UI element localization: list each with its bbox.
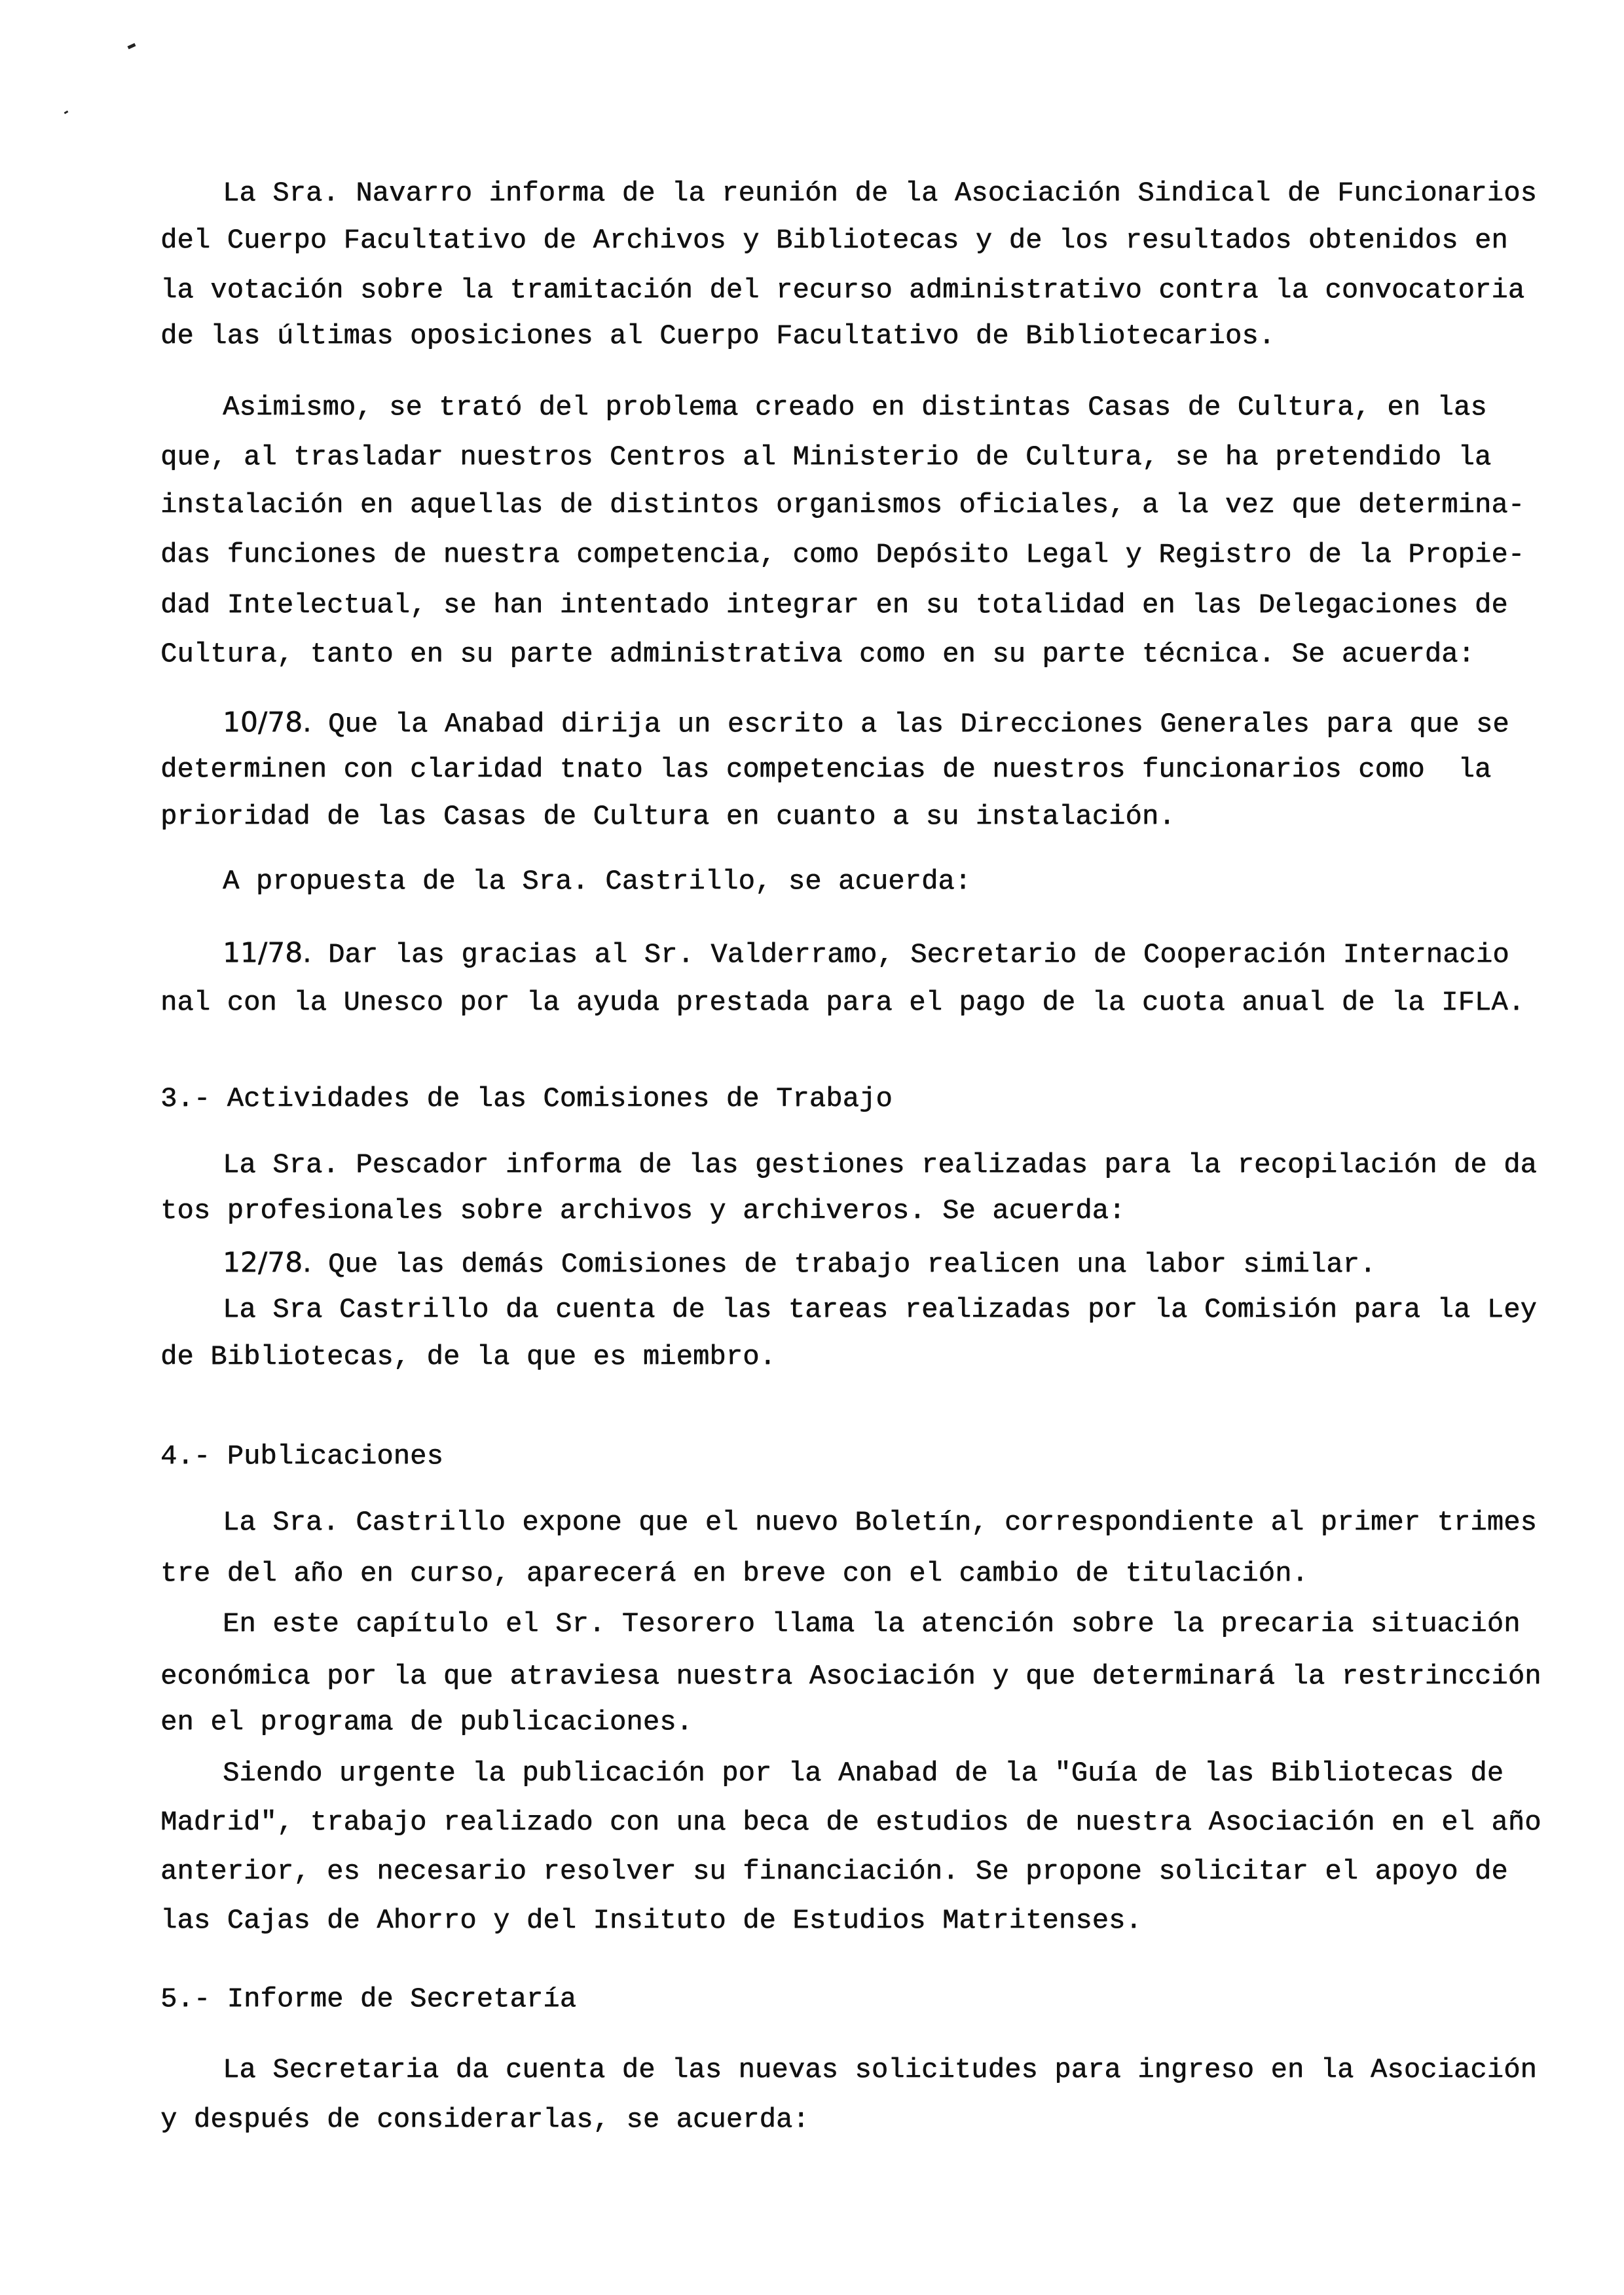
paragraph-line: la votación sobre la tramitación del recurso administrativo contra la convocatoria: [160, 274, 1525, 306]
section-heading-3: 3.- Actividades de las Comisiones de Trabajo: [160, 1083, 893, 1114]
resolution-number: 10/78.: [223, 706, 312, 738]
paragraph-line: La Sra. Castrillo expone que el nuevo Boletín, correspondiente al primer trimes: [223, 1507, 1537, 1538]
resolution-text: Que la Anabad dirija un escrito a las Direcciones Generales para que se: [311, 708, 1509, 740]
paragraph-line: tre del año en curso, aparecerá en breve con el cambio de titulación.: [160, 1558, 1308, 1589]
paragraph-line: dad Intelectual, se han intentado integrar en su totalidad en las Delegaciones de: [160, 589, 1508, 621]
paragraph-line: que, al trasladar nuestros Centros al Ministerio de Cultura, se ha pretendido la: [160, 441, 1492, 473]
resolution-number: 11/78.: [223, 936, 312, 968]
paragraph-line: determinen con claridad tnato las competencias de nuestros funcionarios como la: [160, 754, 1492, 785]
paragraph-line: La Secretaria da cuenta de las nuevas solicitudes para ingreso en la Asociación: [223, 2054, 1537, 2085]
paragraph-line: Asimismo, se trató del problema creado en distintas Casas de Cultura, en las: [223, 392, 1487, 423]
resolution-11-78: [223, 936, 1509, 969]
paragraph-line: En este capítulo el Sr. Tesorero llama la atención sobre la precaria situación: [223, 1608, 1521, 1640]
paragraph-line: las Cajas de Ahorro y del Insituto de Estudios Matritenses.: [160, 1905, 1142, 1936]
resolution-text: Que las demás Comisiones de trabajo realicen una labor similar.: [311, 1249, 1376, 1280]
paragraph-line: das funciones de nuestra competencia, como Depósito Legal y Registro de la Propie-: [160, 539, 1525, 570]
resolution-12-78: [223, 1246, 1376, 1279]
paragraph-line: de Bibliotecas, de la que es miembro.: [160, 1341, 776, 1372]
paragraph-line: Siendo urgente la publicación por la Anabad de la "Guía de las Bibliotecas de: [223, 1757, 1504, 1789]
section-heading-5: 5.- Informe de Secretaría: [160, 1983, 577, 2015]
paragraph-line: y después de considerarlas, se acuerda:: [160, 2104, 809, 2135]
paragraph-line: económica por la que atraviesa nuestra Asociación y que determinará la restrincción: [160, 1661, 1541, 1692]
paragraph-line: prioridad de las Casas de Cultura en cuanto a su instalación.: [160, 801, 1175, 832]
paragraph-line: La Sra. Navarro informa de la reunión de la Asociación Sindical de Funcionarios: [223, 177, 1537, 209]
scan-mark: [128, 43, 136, 50]
paragraph-line: nal con la Unesco por la ayuda prestada para el pago de la cuota anual de la IFLA.: [160, 987, 1525, 1018]
paragraph-line: A propuesta de la Sra. Castrillo, se acuerda:: [223, 866, 972, 897]
paragraph-line: en el programa de publicaciones.: [160, 1706, 693, 1738]
resolution-number: 12/78.: [223, 1246, 312, 1278]
resolution-text: Dar las gracias al Sr. Valderramo, Secretario de Cooperación Internacio: [311, 939, 1509, 970]
section-heading-4: 4.- Publicaciones: [160, 1441, 443, 1472]
paragraph-line: del Cuerpo Facultativo de Archivos y Bibliotecas y de los resultados obtenidos en: [160, 225, 1508, 256]
paragraph-line: La Sra Castrillo da cuenta de las tareas realizadas por la Comisión para la Ley: [223, 1294, 1537, 1325]
paragraph-line: anterior, es necesario resolver su financiación. Se propone solicitar el apoyo de: [160, 1856, 1508, 1887]
scan-mark: [64, 111, 69, 115]
paragraph-line: tos profesionales sobre archivos y archiveros. Se acuerda:: [160, 1195, 1126, 1226]
paragraph-line: Cultura, tanto en su parte administrativa como en su parte técnica. Se acuerda:: [160, 638, 1475, 670]
paragraph-line: La Sra. Pescador informa de las gestiones realizadas para la recopilación de da: [223, 1149, 1537, 1181]
paragraph-line: Madrid", trabajo realizado con una beca de estudios de nuestra Asociación en el año: [160, 1807, 1541, 1838]
resolution-10-78: [223, 706, 1509, 739]
paragraph-line: instalación en aquellas de distintos organismos oficiales, a la vez que determina-: [160, 489, 1525, 521]
paragraph-line: de las últimas oposiciones al Cuerpo Facultativo de Bibliotecarios.: [160, 320, 1276, 352]
